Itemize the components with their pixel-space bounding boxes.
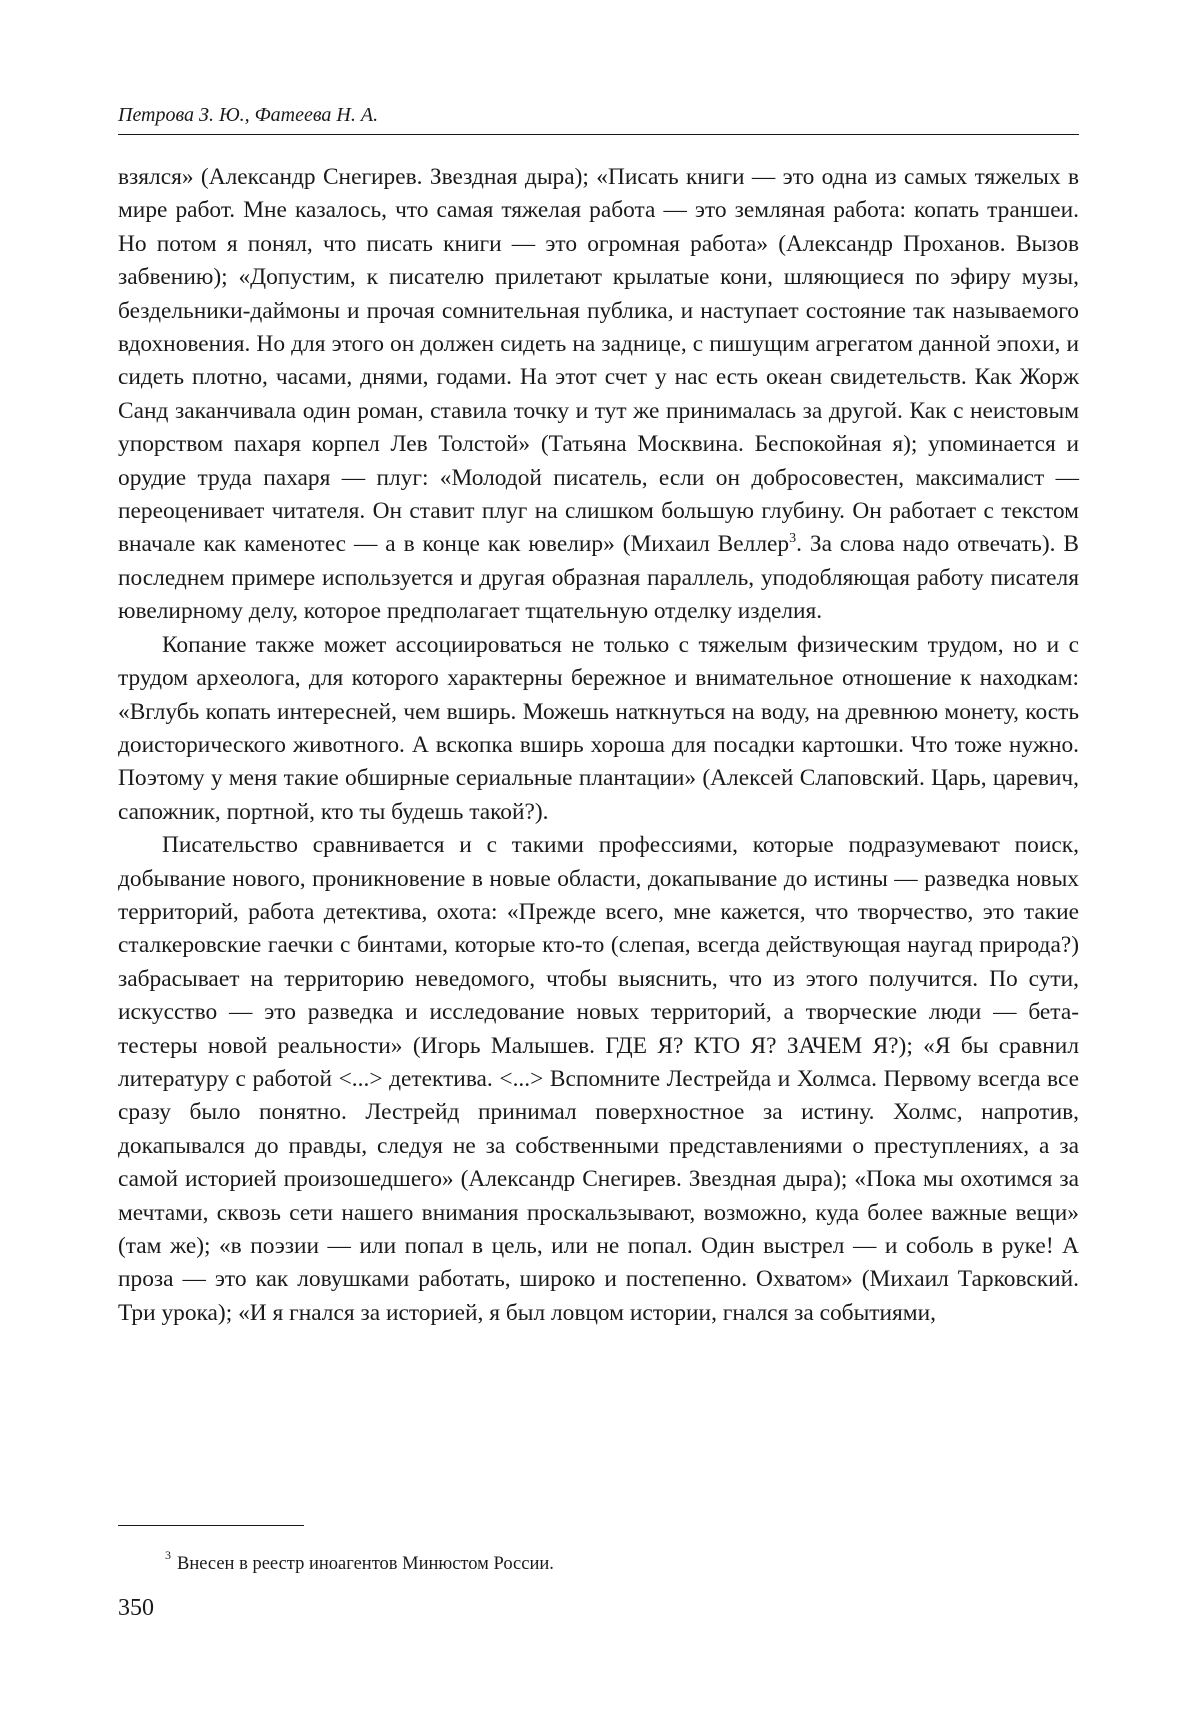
running-head-authors: Петрова З. Ю., Фатеева Н. А. [118,104,379,126]
footnote-rule [118,1525,304,1526]
page-number: 350 [118,1595,154,1621]
footnote [165,1546,554,1576]
footnote-marker: 3 [165,1548,171,1562]
header-rule [118,134,1079,135]
footnote-reference: 3 [789,531,797,547]
footnote-text: Внесен в реестр иноагентов Минюстом России. [177,1554,554,1575]
paragraph-1-text-a: взялся» (Александр Снегирев. Звездная дыра); «Писать книги — это одна из самых тяжелых в мире работ. Мне казалось, что самая тяжелая работа — это земляная работа: копать траншеи. Но потом я понял, что писать книги — это огромная работа» (Александр Проханов. Вызов забвению); «Допустим, к писателю прилетают крылатые кони, шляющиеся по эфиру музы, бездельники-даймоны и прочая сомнительная публика, и наступает состояние так называемого вдохновения. Но для этого он должен сидеть на заднице, с пишущим агрегатом данной эпохи, и сидеть плотно, часами, днями, годами. На этот счет у нас есть океан свидетельств. Как Жорж Санд заканчивала один роман, ставила точку и тут же принималась за другой. Как с неистовым упорством пахаря корпел Лев Толстой» (Татьяна Москвина. Беспокойная я); упоминается и орудие труда пахаря — плуг: «Молодой писатель, если он добросовестен, максималист — переоценивает читателя. Он ставит плуг на слишком большую глубину. Он работает с текстом вначале как каменотес — а в конце как ювелир» (Михаил Веллер [118,164,1079,558]
paragraph-3: Писательство сравнивается и с такими профессиями, которые подразумевают поиск, добывание нового, проникновение в новые области, докапывание до истины — разведка новых территорий, работа детектива, охота: «Прежде всего, мне кажется, что творчество, это такие сталкеровские гаечки с бинтами, которые кто-то (слепая, всегда действующая наугад природа?) забрасывает на территорию неведомого, чтобы выяснить, что из этого получится. По сути, искусство — это разведка и исследование новых территорий, а творческие люди — бета-тестеры новой реальности» (Игорь Малышев. ГДЕ Я? КТО Я? ЗАЧЕМ Я?); «Я бы сравнил литературу с работой <...> детектива. <...> Вспомните Лестрейда и Холмса. Первому всегда все сразу было понятно. Лестрейд принимал поверхностное за истину. Холмс, напротив, докапывался до правды, следуя не за собственными представлениями о преступлениях, а за самой историей произошедшего» (Александр Снегирев. Звездная дыра); «Пока мы охотимся за мечтами, сквозь сети нашего внимания проскальзывают, возможно, куда более важные вещи» (там же); «в поэзии — или попал в цель, или не попал. Один выстрел — и соболь в руке! А проза — это как ловушками работать, широко и постепенно. Охватом» (Михаил Тарковский. Три урока); «И я гнался за историей, я был ловцом истории, гнался за событиями, [118,832,1079,1326]
paragraph-2: Копание также может ассоциироваться не только с тяжелым физическим трудом, но и с трудом археолога, для которого характерны бережное и внимательное отношение к находкам: «Вглубь копать интересней, чем вширь. Можешь наткнуться на воду, на древнюю монету, кость доисторического животного. А вскопка вширь хороша для посадки картошки. Что тоже нужно. Поэтому у меня такие обширные сериальные плантации» (Алексей Слаповский. Царь, царевич, сапожник, портной, кто ты будешь такой?). [118,631,1079,825]
paragraph-1-text-b: . За слова надо отвечать). В последнем примере используется и другая образная параллель, уподобляющая работу писателя ювелирному делу, которое предполагает тщательную отделку изделия. [118,531,1079,625]
body-text [118,161,1079,1330]
paragraph-1 [118,161,1079,629]
